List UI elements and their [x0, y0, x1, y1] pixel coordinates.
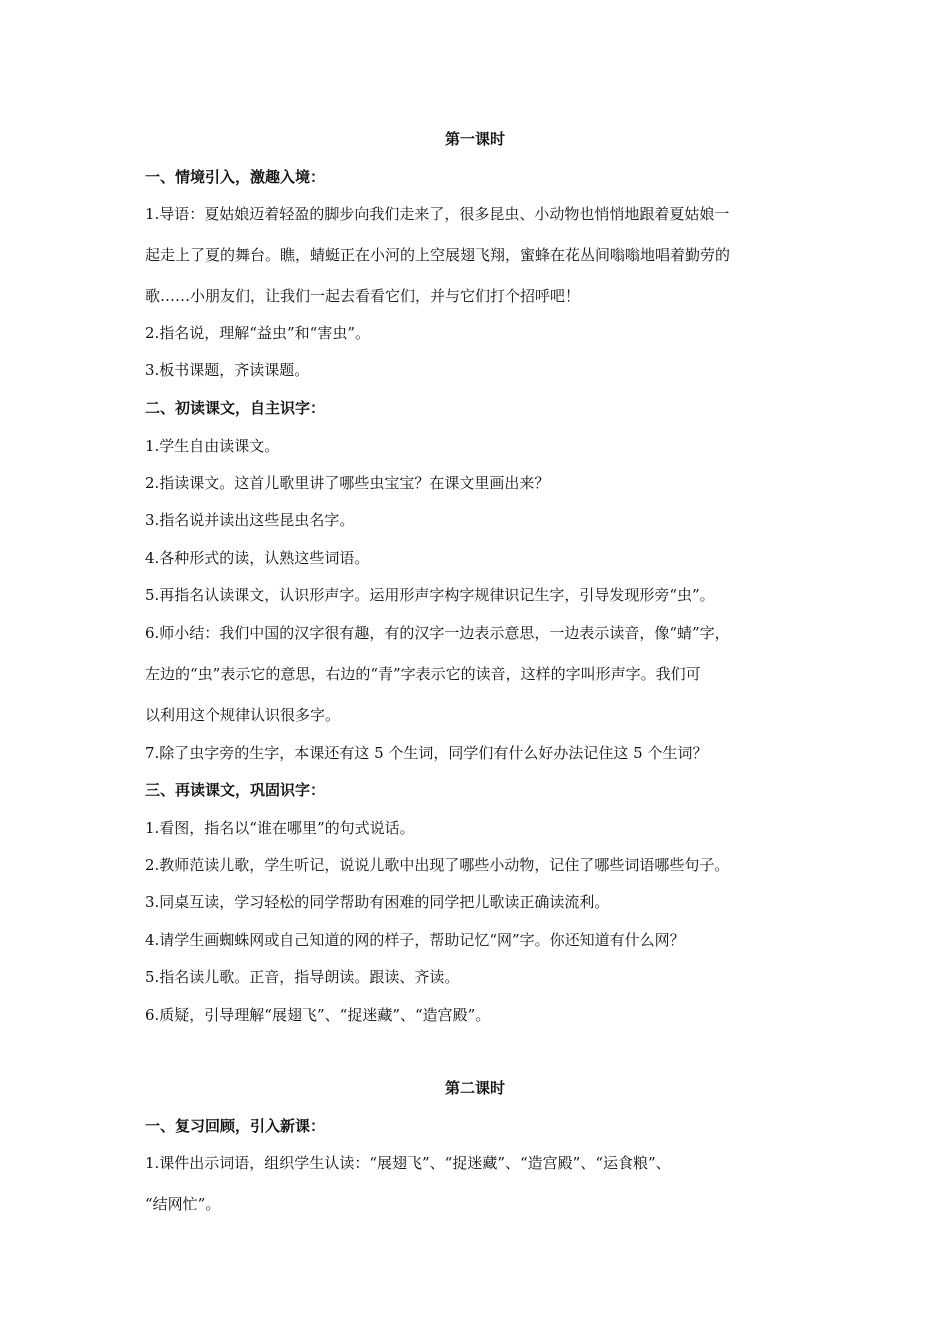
paragraph-line: 1.看图，指名以“谁在哪里”的句式说话。 [145, 819, 415, 837]
lesson1-title: 第一课时 [444, 130, 505, 148]
paragraph-line: 7.除了虫字旁的生字，本课还有这 5 个生词，同学们有什么好办法记住这 5 个生词？ [145, 744, 708, 762]
paragraph-line: 2.指名说，理解“益虫”和“害虫”。 [145, 324, 370, 342]
lesson2-title: 第二课时 [444, 1079, 505, 1097]
paragraph-line: 3.板书课题，齐读课题。 [145, 361, 310, 379]
paragraph-line: 以利用这个规律认识很多字。 [145, 706, 341, 724]
lesson2-section1-heading: 一、复习回顾，引入新课： [145, 1117, 326, 1135]
paragraph-line: 5.再指名认读课文，认识形声字。运用形声字构字规律识记生字，引导发现形旁“虫”。 [145, 586, 715, 604]
paragraph-line: “结网忙”。 [145, 1195, 221, 1213]
paragraph-line: 4.各种形式的读，认熟这些词语。 [145, 549, 370, 567]
paragraph-line: 左边的“虫”表示它的意思，右边的“青”字表示它的读音，这样的字叫形声字。我们可 [145, 665, 701, 683]
paragraph-line: 1.课件出示词语，组织学生认读：“展翅飞”、“捉迷藏”、“造宫殿”、“运食粮”、 [145, 1154, 671, 1172]
paragraph-line: 2.教师范读儿歌，学生听记，说说儿歌中出现了哪些小动物，记住了哪些词语哪些句子。 [145, 856, 730, 874]
paragraph-line: 1.学生自由读课文。 [145, 437, 280, 455]
lesson1-section1-heading: 一、情境引入，激趣入境： [145, 168, 326, 186]
paragraph-line: 3.同桌互读，学习轻松的同学帮助有困难的同学把儿歌读正确读流利。 [145, 893, 610, 911]
paragraph-line: 3.指名说并读出这些昆虫名字。 [145, 511, 355, 529]
paragraph-line: 起走上了夏的舞台。瞧，蜻蜓正在小河的上空展翅飞翔，蜜蜂在花丛间嗡嗡地唱着勤劳的 [145, 246, 731, 264]
paragraph-line: 歌……小朋友们，让我们一起去看看它们，并与它们打个招呼吧！ [145, 287, 581, 305]
paragraph-line: 6.质疑，引导理解“展翅飞”、“捉迷藏”、“造宫殿”。 [145, 1006, 491, 1024]
paragraph-line: 2.指读课文。这首儿歌里讲了哪些虫宝宝？在课文里画出来？ [145, 474, 550, 492]
paragraph-line: 5.指名读儿歌。正音，指导朗读。跟读、齐读。 [145, 968, 460, 986]
lesson1-section3-heading: 三、再读课文，巩固识字： [145, 781, 326, 799]
lesson1-section2-heading: 二、初读课文，自主识字： [145, 399, 326, 417]
paragraph-line: 4.请学生画蜘蛛网或自己知道的网的样子，帮助记忆“网”字。你还知道有什么网？ [145, 931, 685, 949]
paragraph-line: 6.师小结：我们中国的汉字很有趣，有的汉字一边表示意思，一边表示读音，像“蜻”字， [145, 624, 730, 642]
paragraph-line: 1.导语：夏姑娘迈着轻盈的脚步向我们走来了，很多昆虫、小动物也悄悄地跟着夏姑娘一 [145, 205, 730, 223]
